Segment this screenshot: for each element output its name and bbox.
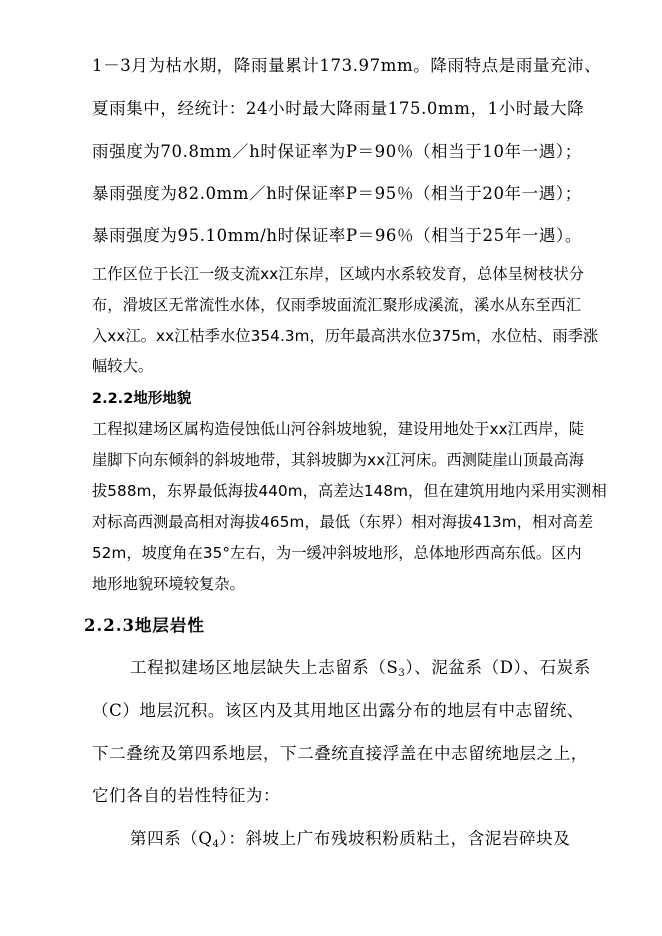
terrain-line-5: 52m，坡度角在35°左右，为一缓冲斜坡地形，总体地形西高东低。区内 <box>92 544 582 562</box>
terrain-line-1: 工程拟建场区属构造侵蚀低山河谷斜坡地貌，建设用地处于xx江西岸，陡 <box>92 420 585 438</box>
rain-line-4: 暴雨强度为82.0mm／h时保证率P＝95％（相当于20年一遇）； <box>92 184 582 203</box>
strata-line-1 <box>130 654 591 679</box>
terrain-line-3: 拔588m，东界最低海拔440m，高差达148m，但在建筑用地内采用实测相 <box>92 482 607 500</box>
rain-line-1: 1－3月为枯水期，降雨量累计173.97mm。降雨特点是雨量充沛、 <box>92 56 602 75</box>
strata-line-5 <box>130 825 570 850</box>
terrain-heading: 2.2.2地形地貌 <box>92 391 192 407</box>
strata-line-1-pre: 工程拟建场区地层缺失上志留系（S <box>130 658 399 677</box>
terrain-line-6: 地形地貌环境较复杂。 <box>92 575 245 593</box>
strata-line-1-post: ）、泥盆系（D）、石炭系 <box>405 658 591 677</box>
rain-line-3: 雨强度为70.8mm／h时保证率为P＝90％（相当于10年一遇）； <box>92 142 582 161</box>
water-line-3: 入xx江。xx江枯季水位354.3m，历年最高洪水位375m，水位枯、雨季涨 <box>92 327 599 345</box>
water-line-1: 工作区位于长江一级支流xx江东岸，区域内水系较发育，总体呈树枝状分 <box>92 265 585 283</box>
strata-line-5-post: ）：斜坡上广布残坡积粉质粘土，含泥岩碎块及 <box>219 829 571 848</box>
rain-line-5: 暴雨强度为95.10mm/h时保证率P＝96％（相当于25年一遇）。 <box>92 226 582 245</box>
strata-line-1-sub: 3 <box>398 668 406 679</box>
strata-line-5-pre: 第四系（Q <box>130 829 213 848</box>
strata-line-5-sub: 4 <box>212 839 220 850</box>
water-line-2: 布，滑坡区无常流性水体，仅雨季坡面流汇聚形成溪流，溪水从东至西汇 <box>92 296 582 314</box>
strata-line-4: 它们各自的岩性特征为： <box>92 786 281 805</box>
rain-line-2: 夏雨集中，经统计：24小时最大降雨量175.0mm，1小时最大降 <box>92 99 585 118</box>
strata-line-2: （C）地层沉积。该区内及其用地区出露分布的地层有中志留统、 <box>92 701 585 720</box>
water-line-4: 幅较大。 <box>92 357 154 375</box>
strata-line-3: 下二叠统及第四系地层，下二叠统直接浮盖在中志留统地层之上， <box>92 744 588 763</box>
terrain-line-2: 崖脚下向东倾斜的斜坡地带，其斜坡脚为xx江河床。西测陡崖山顶最高海 <box>92 451 585 469</box>
strata-heading: 2.2.3地层岩性 <box>84 616 205 635</box>
terrain-line-4: 对标高西测最高相对海拔465m，最低（东界）相对海拔413m，相对高差 <box>92 513 594 531</box>
